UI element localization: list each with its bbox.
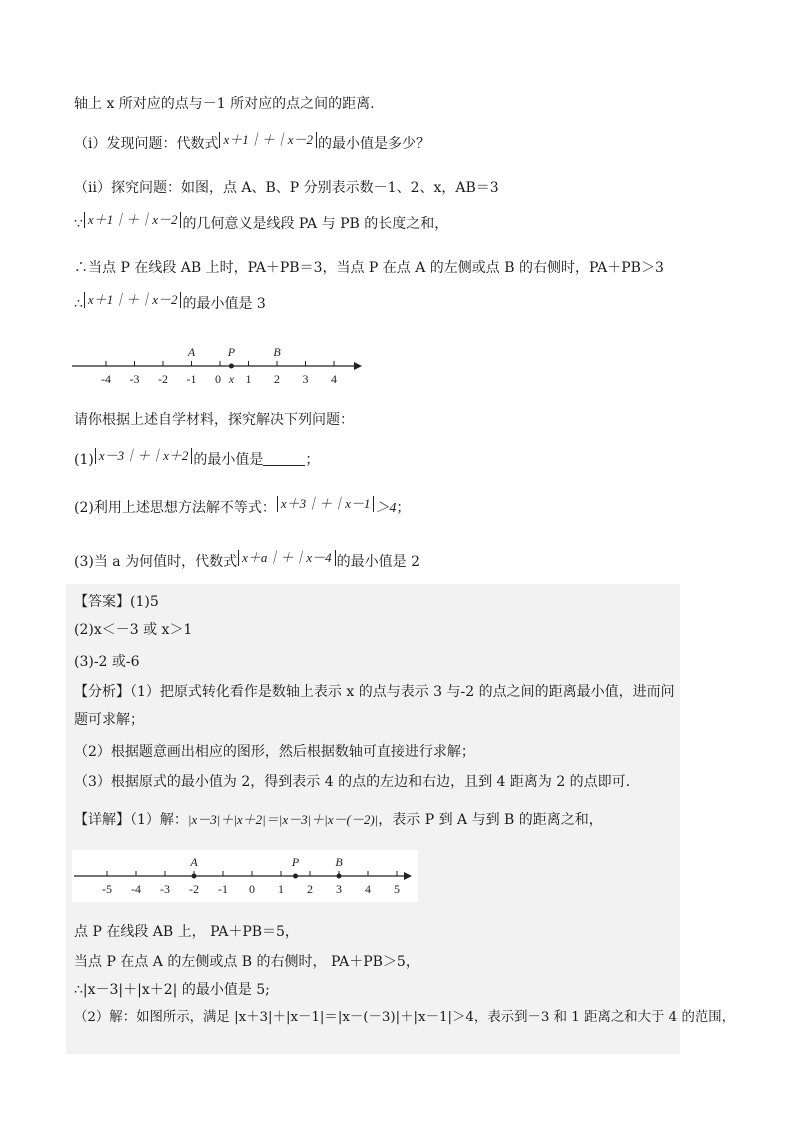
- point-dot-P: [293, 874, 298, 879]
- tick-label: 0: [215, 372, 221, 386]
- problem-2-prefix: (2)利用上述思想方法解不等式：: [74, 500, 276, 516]
- tick-label: 3: [336, 882, 342, 896]
- detail-3: 当点 P 在点 A 的左侧或点 B 的右侧时， PA＋PB＞5，: [74, 954, 420, 970]
- tick-label: -2: [158, 372, 168, 386]
- analysis-3: （3）根据原式的最小值为 2，得到表示 4 的点的左边和右边，且到 4 距离为 2 的点即可.: [74, 774, 631, 790]
- tick-label: -2: [189, 882, 199, 896]
- tick-label: 5: [394, 882, 400, 896]
- detail-prefix: 【详解】（1）解：: [74, 812, 188, 828]
- problem-1: [74, 448, 319, 470]
- tick-label: -1: [218, 882, 228, 896]
- point-label-P: P: [291, 855, 300, 869]
- tick-label: 1: [245, 372, 252, 386]
- point-dot-B: [337, 874, 342, 879]
- question-i-expression: x＋1｜＋｜x－2: [219, 132, 317, 148]
- tick-label: 2: [274, 372, 280, 386]
- problem-1-end: ；: [305, 452, 320, 468]
- detail-5: （2）解：如图所示，满足 |x＋3|＋|x－1|＝|x－(－3)|＋|x－1|＞4，表示到－3 和 1 距离之和大于 4 的范围，: [74, 1010, 736, 1025]
- therefore-suffix: 的最小值是 3: [182, 296, 266, 312]
- analysis-1b: 题可求解；: [74, 712, 144, 728]
- therefore-line-2: [74, 292, 266, 314]
- because-expression: x＋1｜＋｜x－2: [84, 212, 182, 228]
- problem-1-expression: x－3｜＋｜x＋2: [95, 448, 193, 464]
- tick-label: -4: [131, 882, 141, 896]
- number-line-2: [72, 850, 418, 902]
- problem-3-suffix: 的最小值是 2: [336, 554, 420, 570]
- question-i: [74, 132, 430, 154]
- number-line-1: [70, 338, 370, 390]
- therefore-expression: x＋1｜＋｜x－2: [84, 292, 182, 308]
- intro-line: 轴上 x 所对应的点与－1 所对应的点之间的距离.: [74, 96, 375, 112]
- detail-expression: |x－3|＋|x＋2|＝|x－3|＋|x－(－2)|: [187, 812, 379, 827]
- problem-1-prefix: (1): [74, 452, 94, 468]
- answer-2: (2)x＜－3 或 x＞1: [74, 622, 193, 638]
- problem-1-suffix: 的最小值是: [193, 452, 264, 468]
- tick-label: -4: [101, 372, 111, 386]
- tick-label: 4: [365, 882, 371, 896]
- answer-1: 【答案】(1)5: [74, 594, 159, 610]
- tick-label: -5: [102, 882, 112, 896]
- tick-label: 4: [331, 372, 337, 386]
- problems-intro: 请你根据上述自学材料，探究解决下列问题：: [74, 412, 354, 428]
- tick-label: 2: [307, 882, 313, 896]
- problem-2: [74, 496, 410, 519]
- tick-label: -1: [186, 372, 197, 386]
- x-label: x: [228, 372, 235, 386]
- point-label-B: B: [273, 345, 281, 359]
- tick-label: -3: [129, 372, 140, 386]
- problem-3: [74, 550, 420, 572]
- answer-blank[interactable]: [263, 451, 305, 466]
- problem-2-inequality: ＞4: [375, 501, 397, 516]
- analysis-2: （2）根据题意画出相应的图形，然后根据数轴可直接进行求解；: [74, 744, 475, 760]
- problem-3-expression: x＋a｜＋｜x－4: [238, 550, 336, 566]
- tick-label: -3: [160, 882, 170, 896]
- detail-4: ∴|x－3|＋|x＋2| 的最小值是 5;: [74, 982, 270, 998]
- detail-1: [74, 810, 603, 830]
- point-label-A: A: [190, 855, 198, 869]
- point-label-P: P: [227, 345, 236, 359]
- question-i-suffix: 的最小值是多少？: [318, 136, 431, 152]
- answer-3: (3)-2 或-6: [74, 654, 140, 670]
- question-i-prefix: （ⅰ）发现问题：代数式: [74, 136, 219, 152]
- problem-2-end: ；: [396, 500, 411, 516]
- therefore-symbol: ∴: [74, 296, 83, 312]
- point-label-A: A: [187, 345, 196, 359]
- tick-label: 3: [302, 372, 309, 386]
- point-dot-A: [192, 874, 197, 879]
- analysis-1: 【分析】（1）把原式转化看作是数轴上表示 x 的点与表示 3 与-2 的点之间的距离最小值，进而问: [74, 684, 675, 700]
- tick-label: 0: [249, 882, 255, 896]
- because-line: [74, 212, 448, 234]
- because-suffix: 的几何意义是线段 PA 与 PB 的长度之和，: [182, 216, 449, 232]
- detail-suffix: ，表示 P 到 A 与到 B 的距离之和，: [378, 812, 603, 828]
- question-ii: （ⅱ）探究问题：如图，点 A、B、P 分别表示数－1、2、x，AB＝3: [74, 180, 499, 196]
- detail-2: 点 P 在线段 AB 上， PA＋PB＝5，: [74, 924, 299, 940]
- tick-label: 1: [278, 882, 284, 896]
- problem-3-prefix: (3)当 a 为何值时，代数式: [74, 554, 238, 570]
- problem-2-expression: x＋3｜＋｜x－1: [277, 496, 375, 512]
- point-p-dot: [229, 364, 234, 369]
- point-label-B: B: [335, 855, 343, 869]
- because-symbol: ∵: [74, 216, 83, 232]
- therefore-line-1: ∴当点 P 在线段 AB 上时，PA＋PB＝3，当点 P 在点 A 的左侧或点 B 的右侧时，PA＋PB＞3: [74, 260, 664, 276]
